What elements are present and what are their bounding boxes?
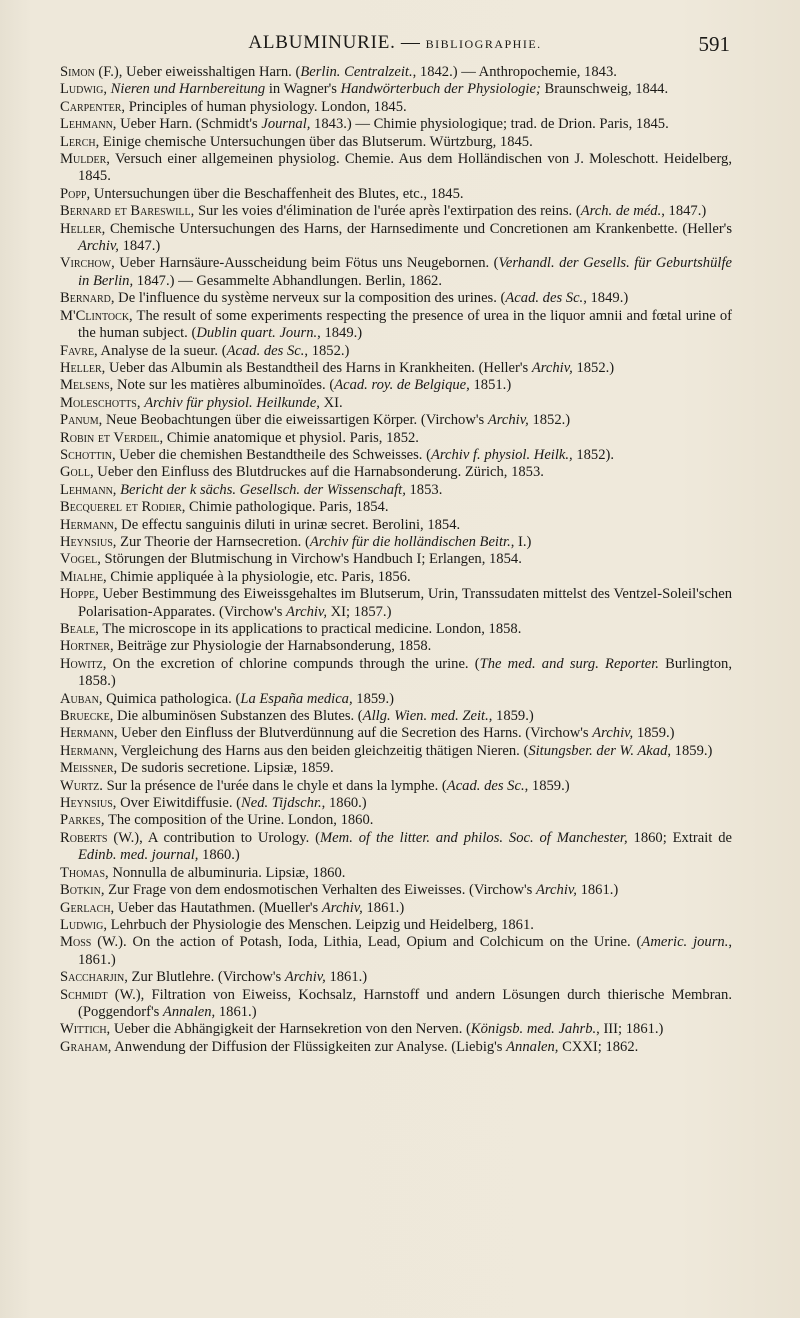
entry-author: Gerlach, — [60, 899, 115, 916]
bibliography-entry — [60, 116, 732, 133]
entry-author: Bruecke, — [60, 708, 114, 725]
entry-author: Vogel, — [60, 551, 101, 568]
bibliography-entry — [60, 447, 732, 464]
entry-text: 1853. — [405, 481, 443, 498]
entry-publication: Handwörterbuch der Physiologie; — [340, 81, 541, 98]
entry-publication: Mem. of the litter. and philos. Soc. of Manchester, — [320, 829, 628, 846]
entry-author: Mialhe, — [60, 568, 107, 585]
entry-text: Zur Blutlehre. (Virchow's — [127, 969, 285, 986]
bibliography-entry — [60, 499, 732, 516]
entry-text: Ueber die chemishen Bestandtheile des Schweisses. ( — [115, 446, 431, 463]
bibliography-entry — [60, 934, 732, 969]
bibliography-entry — [60, 308, 732, 343]
entry-author: Bernard et Bareswill, — [60, 203, 195, 220]
entry-publication: Annalen, — [506, 1038, 559, 1055]
entry-text: , 1859.) — [524, 777, 570, 794]
entry-author: Graham, — [60, 1038, 112, 1055]
entry-author: Schottin, — [60, 446, 116, 463]
entry-text: , 1847.) — [661, 203, 707, 220]
entry-author: Hermann, — [60, 725, 118, 742]
entry-text: XI. — [319, 394, 343, 411]
bibliography-entry — [60, 64, 732, 81]
bibliography-entry — [60, 691, 732, 708]
entry-author: Becquerel et Rodier, — [60, 499, 186, 516]
running-head-section: BIBLIOGRAPHIE. — [425, 37, 542, 51]
entry-author: Howitz, — [60, 655, 107, 672]
entry-text: 1860; Extrait de — [627, 829, 732, 846]
entry-publication: Acad. des Sc. — [446, 777, 525, 794]
bibliography-entry — [60, 969, 732, 986]
entry-text: Sur les voies d'élimination de l'urée après l'extirpation des reins. ( — [194, 203, 581, 220]
entry-text: , 1849.) — [317, 325, 363, 342]
entry-text: Störungen der Blutmischung in Virchow's Handbuch I; Erlangen, 1854. — [100, 551, 522, 568]
bibliography-entry — [60, 1039, 732, 1056]
entry-text: Principles of human physiology. London, 1845. — [125, 98, 407, 115]
entry-publication: Archiv, — [536, 882, 577, 899]
entry-author: Ludwig, — [60, 916, 107, 933]
entry-author: Thomas, — [60, 864, 109, 881]
entry-publication: Nieren und Harnbereitung — [110, 81, 266, 98]
entry-text: Beiträge zur Physiologie der Harnabsonderung, 1858. — [113, 638, 432, 655]
entry-author: Hortner, — [60, 638, 114, 655]
bibliography-entry — [60, 656, 732, 691]
entry-text: Ueber eiweisshaltigen Harn. ( — [122, 64, 301, 80]
bibliography-entry — [60, 290, 732, 307]
entry-publication: Verhandl. der Gesells. für Geburtshülfe in Berlin, — [78, 255, 732, 289]
entry-text: The composition of the Urine. London, 1860. — [104, 812, 374, 829]
bibliography-entry — [60, 830, 732, 865]
running-head-separator: — — [400, 32, 421, 53]
entry-text: Einige chemische Untersuchungen über das Blutserum. Würtzburg, 1845. — [99, 133, 533, 150]
entry-text: Over Eiwitdiffusie. ( — [116, 795, 241, 812]
entry-author: Moleschotts, — [60, 394, 141, 411]
entry-text: 1847.) — Gesammelte Abhandlungen. Berlin, 1862. — [133, 272, 442, 289]
entry-text: 1861.) — [576, 882, 619, 899]
entry-text: , 1859.) — [488, 708, 534, 725]
entry-text: in Wagner's — [265, 81, 341, 98]
bibliography-entry — [60, 725, 732, 742]
entry-text: 1852.) — [572, 359, 615, 376]
entry-text: Ueber Harn. (Schmidt's — [116, 116, 262, 133]
entry-text: Note sur les matières albuminoïdes. ( — [113, 377, 335, 394]
bibliography-entry — [60, 482, 732, 499]
entry-text: Sur la présence de l'urée dans le chyle et dans la lymphe. ( — [102, 777, 447, 794]
entry-text: Ueber den Einfluss des Blutdruckes auf die Harnabsonderung. Zürich, 1853. — [93, 464, 544, 481]
bibliography-entry — [60, 99, 732, 116]
entry-text: 1861.) — [362, 899, 405, 916]
entry-publication: Situngsber. der W. Akad — [528, 742, 668, 759]
running-head-title: ALBUMINURIE. — [248, 32, 396, 53]
entry-author: Lerch, — [60, 133, 100, 150]
bibliography-entry — [60, 795, 732, 812]
entry-text: The microscope in its applications to practical medicine. London, 1858. — [98, 621, 522, 637]
entry-text: De l'influence du système nerveux sur la composition des urines. ( — [114, 290, 506, 307]
entry-publication: Dublin quart. Journ. — [196, 325, 318, 342]
entry-text: On the action of Potash, Ioda, Lithia, Lead, Opium and Colchicum on the Urine. ( — [126, 934, 642, 951]
entry-publication: Americ. journ. — [641, 934, 729, 951]
entry-author: Wittich, — [60, 1021, 111, 1038]
entry-text: Ueber die Abhängigkeit der Harnsekretion von den Nerven. ( — [110, 1021, 471, 1038]
entry-publication: Archiv f. physiol. Heilk., — [430, 446, 573, 463]
entry-author: Schmidt (W.), — [60, 986, 145, 1003]
entry-text: Ueber Bestimmung des Eiweissgehaltes im Blutserum, Urin, Transsudaten mittelst des Ventzel-Soleil'schen Polarisation-Apparates. (Virchow's — [78, 586, 732, 620]
entry-publication: Journal, — [261, 116, 311, 133]
entry-author: Hoppe, — [60, 586, 99, 603]
entry-text: Chimie anatomique et physiol. Paris, 1852. — [163, 429, 419, 446]
entry-author: Mulder, — [60, 151, 110, 168]
entry-publication: Archiv, — [286, 603, 327, 620]
entry-text: Vergleichung des Harns aus den beiden gleichzeitig thätigen Nieren. ( — [117, 742, 529, 759]
entry-text: Chimie appliquée à la physiologie, etc. Paris, 1856. — [106, 568, 411, 585]
bibliography-entry — [60, 812, 732, 829]
entry-author: Hermann, — [60, 742, 118, 759]
entry-text: Braunschweig, 1844. — [540, 81, 669, 98]
entry-text: Ueber das Hautathmen. (Mueller's — [114, 899, 322, 916]
entry-author: M'Clintock, — [60, 307, 133, 324]
bibliography-entry — [60, 708, 732, 725]
entry-author: Robin et Verdeil, — [60, 429, 164, 446]
entry-author: Auban, — [60, 690, 103, 707]
entry-text: De effectu sanguinis diluti in urinæ secret. Berolini, 1854. — [117, 516, 461, 533]
running-head — [60, 32, 730, 54]
bibliography-entry — [60, 151, 732, 186]
entry-publication: Edinb. med. journal, — [78, 847, 199, 864]
entry-text: Ueber den Einfluss der Blutverdünnung auf die Secretion des Harns. (Virchow's — [117, 725, 593, 742]
entry-author: Saccharjin, — [60, 969, 128, 986]
bibliography-entry — [60, 865, 732, 882]
entry-text: Analyse de la sueur. ( — [97, 342, 227, 359]
bibliography-entry — [60, 395, 732, 412]
bibliography-entry — [60, 430, 732, 447]
entry-author: Favre, — [60, 342, 98, 359]
bibliography-entry — [60, 360, 732, 377]
entry-text: 1852). — [572, 446, 615, 463]
entry-text: Nonnulla de albuminuria. Lipsiæ, 1860. — [108, 864, 346, 881]
bibliography-entry — [60, 134, 732, 151]
entry-author: Heller, — [60, 359, 106, 376]
entry-text: , 1849.) — [583, 290, 629, 307]
entry-text: A contribution to Urology. ( — [142, 829, 321, 846]
entry-author: Panum, — [60, 412, 103, 429]
entry-publication: Bericht der k sächs. Gesellsch. der Wissenschaft, — [120, 481, 406, 498]
entry-text: XI; 1857.) — [326, 603, 392, 620]
bibliography-entry — [60, 900, 732, 917]
entry-author: Goll, — [60, 464, 94, 481]
entry-text: Anwendung der Diffusion der Flüssigkeiten zur Analyse. (Liebig's — [111, 1038, 507, 1055]
entry-text: , III; 1861.) — [596, 1021, 664, 1038]
entry-author: Wurtz. — [60, 777, 103, 794]
entry-author: Carpenter, — [60, 98, 126, 115]
entry-text: Lehrbuch der Physiologie des Menschen. Leipzig und Heidelberg, 1861. — [107, 916, 534, 933]
entry-text: Quimica pathologica. ( — [102, 690, 241, 707]
bibliography-entry — [60, 917, 732, 934]
entry-publication: Archiv für physiol. Heilkunde, — [144, 394, 320, 411]
entry-text: Die albuminösen Substanzen des Blutes. ( — [113, 708, 363, 725]
entry-text: Untersuchungen über die Beschaffenheit des Blutes, etc., 1845. — [90, 185, 464, 202]
bibliography-entry — [60, 551, 732, 568]
entry-text: 1859.) — [633, 725, 675, 742]
entry-author: Beale, — [60, 621, 99, 637]
entry-text: 1847.) — [118, 238, 161, 255]
bibliography-entry — [60, 586, 732, 621]
entry-publication: Acad. des Sc. — [505, 290, 584, 307]
entry-publication: Berlin. Centralzeit. — [300, 64, 413, 80]
entry-text: 1851.) — [469, 377, 512, 394]
entry-author: Bernard, — [60, 290, 115, 307]
entry-author: Heynsius, — [60, 795, 117, 812]
bibliography-entry — [60, 621, 732, 638]
entry-author: Meissner, — [60, 760, 118, 777]
entry-author: Parkes, — [60, 812, 105, 829]
bibliography-entry — [60, 255, 732, 290]
entry-author: Lehmann, — [60, 481, 117, 498]
bibliography-list — [60, 64, 732, 1056]
entry-author: Melsens, — [60, 377, 114, 394]
entry-text: Versuch einer allgemeinen physiolog. Chemie. Aus dem Holländischen von J. Moleschott. Heidelberg, 1845. — [78, 151, 732, 185]
entry-publication: La España medica, — [240, 690, 353, 707]
bibliography-entry — [60, 464, 732, 481]
entry-publication: Archiv für die holländischen Beitr. — [309, 533, 511, 550]
entry-publication: Ned. Tijdschr. — [240, 795, 322, 812]
entry-text: The result of some experiments respecting the presence of urea in the liquor amnii and fœtal urine of the human subject. ( — [78, 307, 732, 342]
entry-author: Ludwig, — [60, 81, 107, 98]
entry-text: CXXI; 1862. — [558, 1038, 639, 1055]
entry-publication: Acad. des Sc. — [226, 342, 305, 359]
entry-text: 1860.) — [198, 847, 240, 864]
entry-text: Chemische Untersuchungen des Harns, der Harnsedimente und Concretionen am Krankenbette. (Heller's — [105, 220, 732, 237]
page-number: 591 — [698, 32, 730, 56]
bibliography-entry — [60, 221, 732, 256]
entry-text: Zur Frage von dem endosmotischen Verhalten des Eiweisses. (Virchow's — [104, 882, 536, 899]
entry-author: Botkin, — [60, 882, 105, 899]
entry-author: Hermann, — [60, 516, 118, 533]
entry-publication: Archiv, — [78, 238, 119, 255]
entry-text: De sudoris secretione. Lipsiæ, 1859. — [117, 760, 334, 777]
entry-author: Simon (F.), — [60, 64, 123, 80]
entry-author: Popp, — [60, 185, 91, 202]
entry-text: Chimie pathologique. Paris, 1854. — [185, 499, 389, 516]
bibliography-entry — [60, 81, 732, 98]
entry-text: Ueber Harnsäure-Ausscheidung beim Fötus uns Neugebornen. ( — [114, 255, 499, 272]
entry-text: , 1852.) — [304, 342, 350, 359]
entry-text: Zur Theorie der Harnsecretion. ( — [116, 533, 310, 550]
entry-text: Neue Beobachtungen über die eiweissartigen Körper. (Virchow's — [102, 412, 488, 429]
entry-author: Heynsius, — [60, 533, 117, 550]
entry-text: Burlington, 1858.) — [78, 655, 732, 690]
entry-publication: Archiv, — [487, 412, 529, 429]
bibliography-entry — [60, 882, 732, 899]
entry-publication: Allg. Wien. med. Zeit. — [362, 708, 489, 725]
entry-publication: Archiv, — [592, 725, 634, 742]
entry-publication: Annalen, — [162, 1003, 216, 1020]
entry-publication: Königsb. med. Jahrb. — [470, 1021, 597, 1038]
entry-text: , 1859.) — [667, 742, 713, 759]
bibliography-entry — [60, 534, 732, 551]
entry-text: , I.) — [510, 533, 532, 550]
bibliography-entry — [60, 569, 732, 586]
page-header — [60, 32, 730, 58]
bibliography-entry — [60, 203, 732, 220]
bibliography-entry — [60, 987, 732, 1022]
bibliography-entry — [60, 760, 732, 777]
entry-publication: The med. and surg. Reporter. — [479, 655, 659, 672]
entry-author: Heller, — [60, 220, 106, 237]
entry-text: 1859.) — [352, 690, 394, 707]
bibliography-entry — [60, 377, 732, 394]
entry-publication: Arch. de méd. — [580, 203, 662, 220]
entry-text: , 1842.) — Anthropochemie, 1843. — [412, 64, 617, 80]
entry-author: Roberts (W.), — [60, 829, 143, 846]
entry-text: On the excretion of chlorine compunds through the urine. ( — [106, 655, 480, 672]
bibliography-entry — [60, 186, 732, 203]
bibliography-entry — [60, 412, 732, 429]
entry-author: Virchow, — [60, 255, 115, 272]
entry-text: Filtration von Eiweiss, Kochsalz, Harnstoff und andern Lösungen durch thierische Membran. (Poggendorf's — [78, 986, 732, 1020]
entry-text: , 1861.) — [78, 934, 732, 968]
entry-author: Moss (W.). — [60, 934, 127, 951]
entry-text: , 1860.) — [321, 795, 367, 812]
entry-text: 1861.) — [325, 969, 368, 986]
bibliography-entry — [60, 343, 732, 360]
entry-publication: Archiv, — [321, 899, 363, 916]
bibliography-entry — [60, 1021, 732, 1038]
entry-text: 1852.) — [528, 412, 571, 429]
entry-text: 1861.) — [215, 1003, 257, 1020]
bibliography-entry — [60, 517, 732, 534]
entry-text: 1843.) — Chimie physiologique; trad. de Drion. Paris, 1845. — [310, 116, 669, 133]
bibliography-entry — [60, 638, 732, 655]
entry-author: Lehmann, — [60, 116, 117, 133]
entry-publication: Archiv, — [284, 969, 326, 986]
entry-publication: Archiv, — [531, 359, 573, 376]
entry-text: Ueber das Albumin als Bestandtheil des Harns in Krankheiten. (Heller's — [105, 359, 532, 376]
bibliography-entry — [60, 778, 732, 795]
bibliography-entry — [60, 743, 732, 760]
entry-publication: Acad. roy. de Belgique, — [334, 377, 470, 394]
